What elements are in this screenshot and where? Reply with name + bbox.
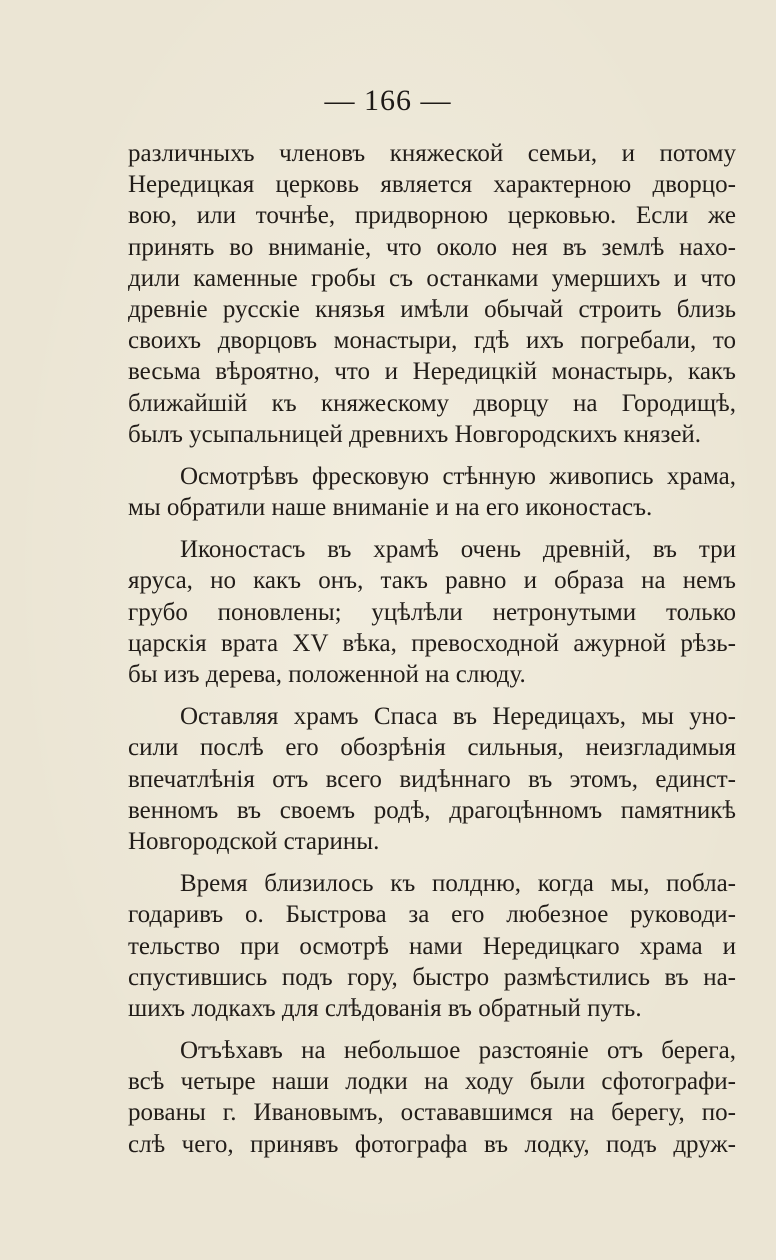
text-line: былъ усыпальницей древнихъ Новгородскихъ князей. [128, 420, 702, 448]
text-line: мы обратили наше вниманіе и на его иконостасъ. [128, 494, 653, 522]
text-line: весьма вѣроятно, что и Нередицкій монастырь, какъ [128, 358, 736, 386]
text-line: яруса, но какъ онъ, такъ равно и образа на немъ [128, 567, 736, 595]
text-line: впечатлѣнія отъ всего видѣннаго въ этомъ, единст- [128, 765, 736, 793]
page-number: — 166 — [324, 84, 452, 117]
text-line: спустившись подъ гору, быстро размѣстились въ на- [128, 963, 736, 991]
text-line: различныхъ членовъ княжеской семьи, и потому [128, 140, 736, 167]
text-line: бы изъ дерева, положенной на слюду. [128, 661, 526, 688]
paragraph-5 [128, 868, 736, 1024]
text-line: древніе русскіе князья имѣли обычай строить близь [128, 295, 736, 323]
text-line: ближайшій къ княжескому дворцу на Городищѣ, [128, 389, 736, 417]
text-line: царскія врата XV вѣка, превосходной ажурной рѣзь- [128, 629, 736, 657]
text-line: венномъ въ своемъ родѣ, драгоцѣнномъ памятникѣ [128, 796, 736, 824]
text-line: Осмотрѣвъ фресковую стѣнную живопись храма, [180, 462, 736, 490]
text-line: Оставляя храмъ Спаса въ Нередицахъ, мы уно- [180, 703, 736, 731]
paragraph-3 [128, 534, 736, 690]
text-line: Иконостасъ въ храмѣ очень древній, въ три [180, 536, 736, 564]
paragraph-6 [128, 1035, 736, 1160]
text-line: Время близилось къ полдню, когда мы, побла- [180, 870, 736, 898]
text-line: годаривъ о. Быстрова за его любезное руководи- [128, 901, 736, 929]
text-line: тельство при осмотрѣ нами Нередицкаго храма и [128, 932, 736, 960]
paragraph-1 [128, 138, 736, 450]
text-line: сили послѣ его обозрѣнія сильныя, неизгладимыя [128, 734, 736, 762]
text-line: рованы г. Ивановымъ, остававшимся на берегу, по- [128, 1099, 736, 1127]
text-line: своихъ дворцовъ монастыри, гдѣ ихъ погребали, то [128, 327, 736, 355]
paragraph-4 [128, 701, 736, 857]
text-line: Нередицкая церковь является характерною дворцо- [128, 171, 736, 199]
paragraph-2 [128, 461, 736, 523]
text-line: грубо поновлены; уцѣлѣли нетронутыми только [128, 598, 736, 626]
text-line: вою, или точнѣе, придворною церковью. Если же [128, 202, 736, 230]
text-line: шихъ лодкахъ для слѣдованія въ обратный путь. [128, 994, 642, 1022]
text-line: дили каменные гробы съ останками умершихъ и что [128, 264, 736, 292]
body-text [128, 138, 736, 1160]
text-line: принять во вниманіе, что около нея въ землѣ нахо- [128, 233, 736, 261]
text-line: всѣ четыре наши лодки на ходу были сфотографи- [128, 1068, 736, 1096]
text-line: Отъѣхавъ на небольшое разстояніе отъ берега, [180, 1037, 736, 1065]
text-line: слѣ чего, принявъ фотографа въ лодку, подъ друж- [128, 1130, 736, 1158]
text-line: Новгородской старины. [128, 827, 380, 855]
